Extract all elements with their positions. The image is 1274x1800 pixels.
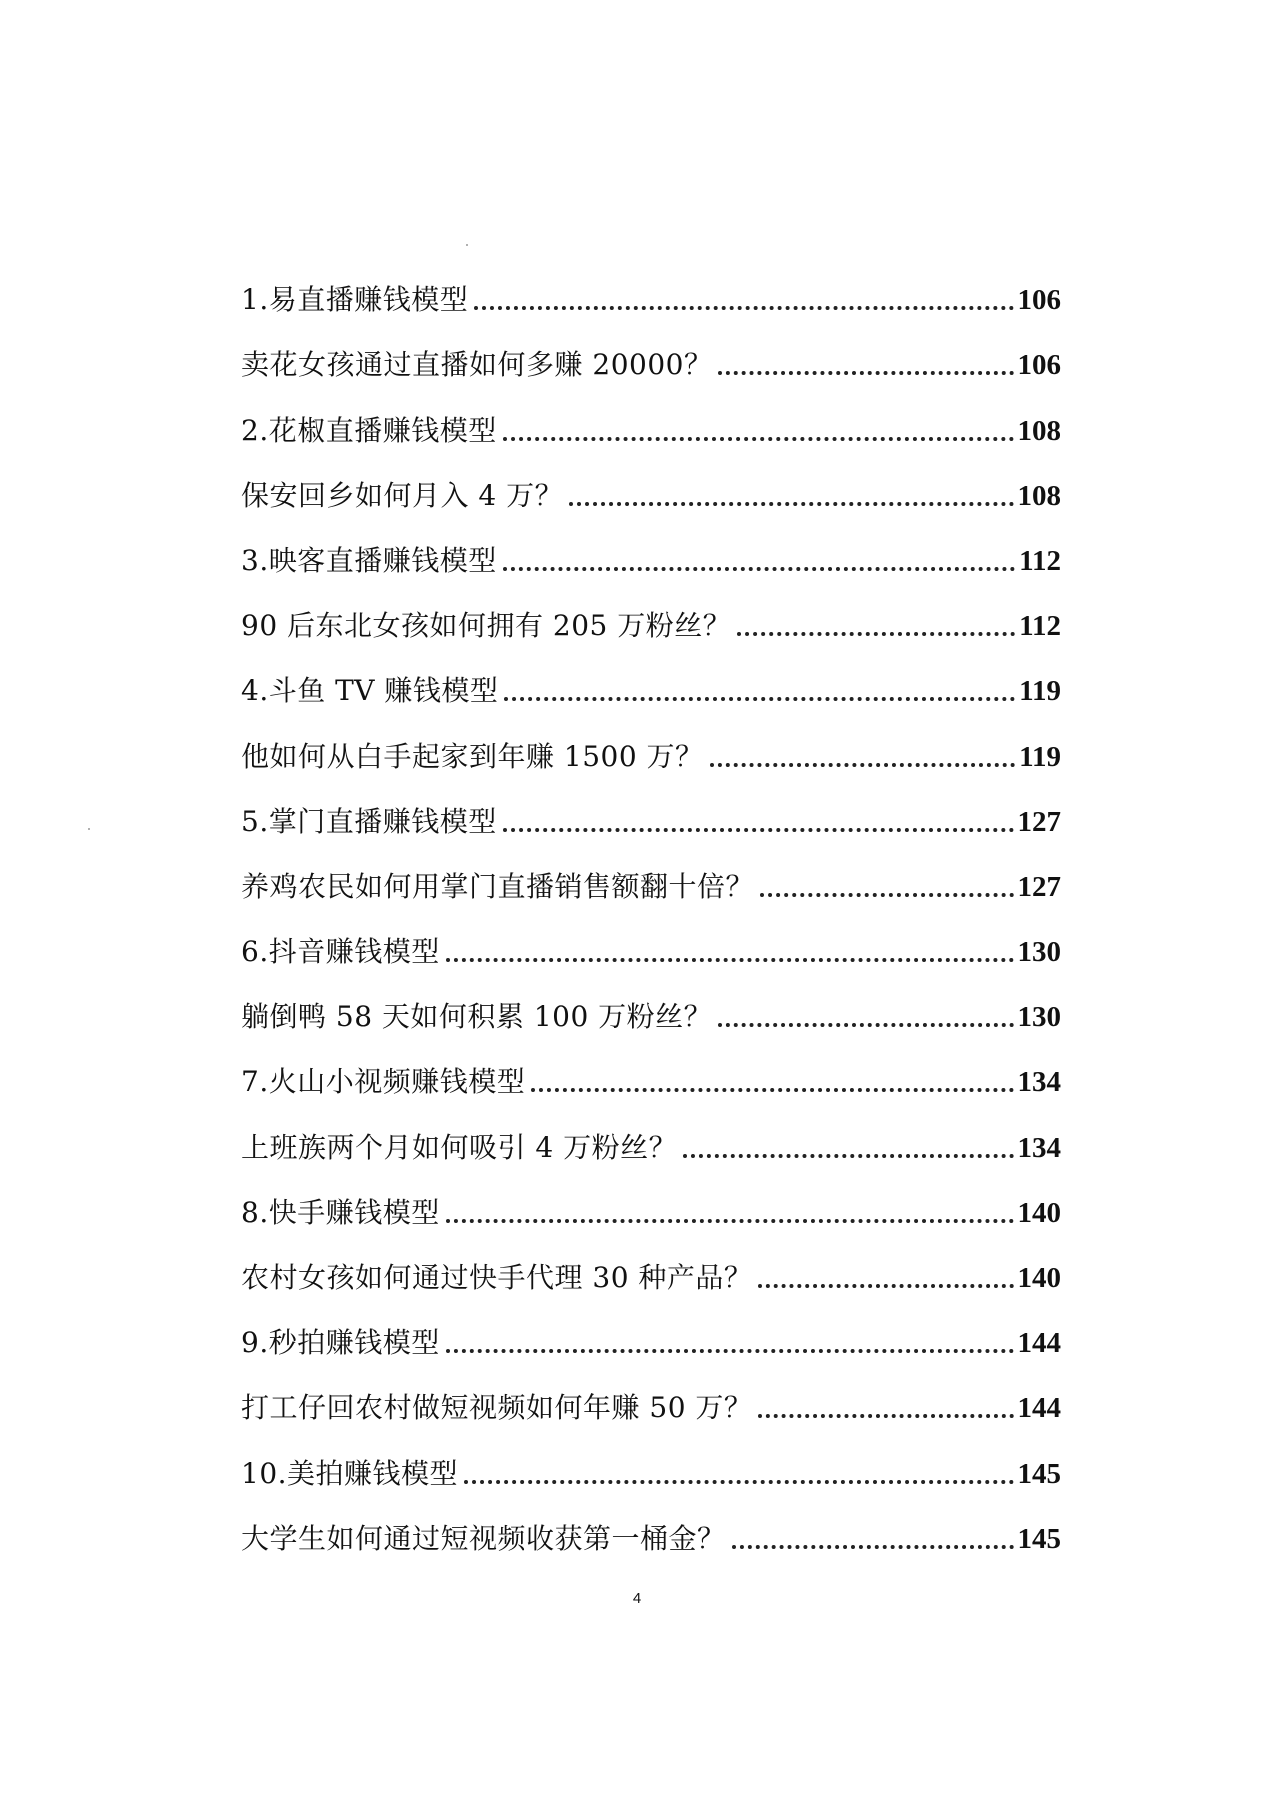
toc-entry-title: 1.易直播赚钱模型	[241, 283, 469, 317]
toc-entry-title: 他如何从白手起家到年赚 1500 万？	[241, 739, 704, 773]
dot-leader	[503, 437, 1014, 441]
table-of-contents	[241, 256, 1061, 1560]
toc-entry-title: 90 后东北女孩如何拥有 205 万粉丝？	[241, 609, 732, 643]
toc-entry[interactable]	[241, 582, 1061, 647]
dot-leader	[732, 1545, 1014, 1549]
dot-leader	[737, 632, 1015, 636]
toc-entry[interactable]	[241, 647, 1061, 712]
toc-entry-title: 6.抖音赚钱模型	[241, 935, 440, 969]
toc-entry-page: 134	[1017, 1131, 1061, 1164]
toc-entry-title: 4.斗鱼 TV 赚钱模型	[241, 674, 499, 708]
toc-entry[interactable]	[241, 321, 1061, 386]
toc-entry-title: 保安回乡如何月入 4 万？	[241, 478, 564, 512]
dot-leader	[758, 1284, 1013, 1288]
toc-entry-page: 106	[1017, 284, 1061, 317]
toc-entry-title: 2.花椒直播赚钱模型	[241, 413, 497, 447]
toc-entry[interactable]	[241, 256, 1061, 321]
toc-entry-page: 145	[1017, 1457, 1061, 1490]
scan-speck	[466, 244, 468, 246]
page-number: 4	[632, 1590, 642, 1607]
toc-entry-page: 134	[1017, 1066, 1061, 1099]
toc-entry-page: 119	[1019, 675, 1061, 708]
dot-leader	[710, 763, 1016, 767]
toc-entry[interactable]	[241, 517, 1061, 582]
toc-entry[interactable]	[241, 973, 1061, 1038]
toc-entry-page: 145	[1017, 1522, 1061, 1555]
toc-entry-page: 112	[1019, 610, 1061, 643]
dot-leader	[503, 567, 1015, 571]
dot-leader	[760, 893, 1013, 897]
dot-leader	[446, 1349, 1014, 1353]
toc-entry-page: 144	[1017, 1392, 1061, 1425]
toc-entry-title: 上班族两个月如何吸引 4 万粉丝？	[241, 1130, 678, 1164]
toc-entry[interactable]	[241, 386, 1061, 451]
dot-leader	[474, 306, 1013, 310]
toc-entry[interactable]	[241, 1038, 1061, 1103]
scan-speck	[88, 828, 90, 830]
dot-leader	[446, 1219, 1014, 1223]
toc-entry[interactable]	[241, 1299, 1061, 1364]
toc-entry-page: 112	[1019, 544, 1061, 577]
toc-entry-page: 108	[1017, 479, 1061, 512]
toc-entry[interactable]	[241, 1364, 1061, 1429]
toc-entry-title: 7.火山小视频赚钱模型	[241, 1065, 526, 1099]
toc-entry-title: 打工仔回农村做短视频如何年赚 50 万？	[241, 1391, 753, 1425]
dot-leader	[464, 1480, 1013, 1484]
toc-entry-page: 130	[1017, 1001, 1061, 1034]
toc-entry-title: 5.掌门直播赚钱模型	[241, 804, 497, 838]
toc-entry-page: 108	[1017, 414, 1061, 447]
toc-entry-title: 躺倒鸭 58 天如何积累 100 万粉丝？	[241, 1000, 713, 1034]
toc-entry[interactable]	[241, 1495, 1061, 1560]
toc-entry[interactable]	[241, 1234, 1061, 1299]
toc-entry-title: 卖花女孩通过直播如何多赚 20000？	[241, 348, 713, 382]
dot-leader	[446, 958, 1014, 962]
dot-leader	[531, 1088, 1013, 1092]
toc-entry-title: 养鸡农民如何用掌门直播销售额翻十倍？	[241, 869, 755, 903]
toc-entry-title: 8.快手赚钱模型	[241, 1195, 440, 1229]
toc-entry-title: 农村女孩如何通过快手代理 30 种产品？	[241, 1261, 753, 1294]
toc-entry[interactable]	[241, 843, 1061, 908]
dot-leader	[718, 1023, 1013, 1027]
dot-leader	[503, 828, 1014, 832]
toc-entry[interactable]	[241, 778, 1061, 843]
toc-entry[interactable]	[241, 1103, 1061, 1168]
toc-entry-page: 130	[1017, 936, 1061, 969]
dot-leader	[758, 1414, 1013, 1418]
toc-entry[interactable]	[241, 1429, 1061, 1494]
toc-entry-title: 大学生如何通过短视频收获第一桶金？	[241, 1521, 726, 1555]
toc-entry-page: 140	[1017, 1196, 1061, 1229]
toc-entry-page: 144	[1017, 1327, 1061, 1360]
toc-entry-page: 119	[1019, 740, 1061, 773]
toc-entry[interactable]	[241, 908, 1061, 973]
toc-entry-title: 10.美拍赚钱模型	[241, 1456, 459, 1490]
dot-leader	[569, 502, 1013, 506]
dot-leader	[718, 371, 1013, 375]
toc-entry[interactable]	[241, 1169, 1061, 1234]
toc-entry-page: 127	[1017, 805, 1061, 838]
toc-entry-title: 9.秒拍赚钱模型	[241, 1326, 440, 1360]
toc-entry-title: 3.映客直播赚钱模型	[241, 543, 497, 577]
toc-entry[interactable]	[241, 452, 1061, 517]
dot-leader	[683, 1154, 1013, 1158]
toc-entry[interactable]	[241, 712, 1061, 777]
dot-leader	[504, 697, 1015, 701]
toc-entry-page: 106	[1017, 349, 1061, 382]
toc-entry-page: 140	[1017, 1262, 1061, 1294]
toc-entry-page: 127	[1017, 870, 1061, 903]
